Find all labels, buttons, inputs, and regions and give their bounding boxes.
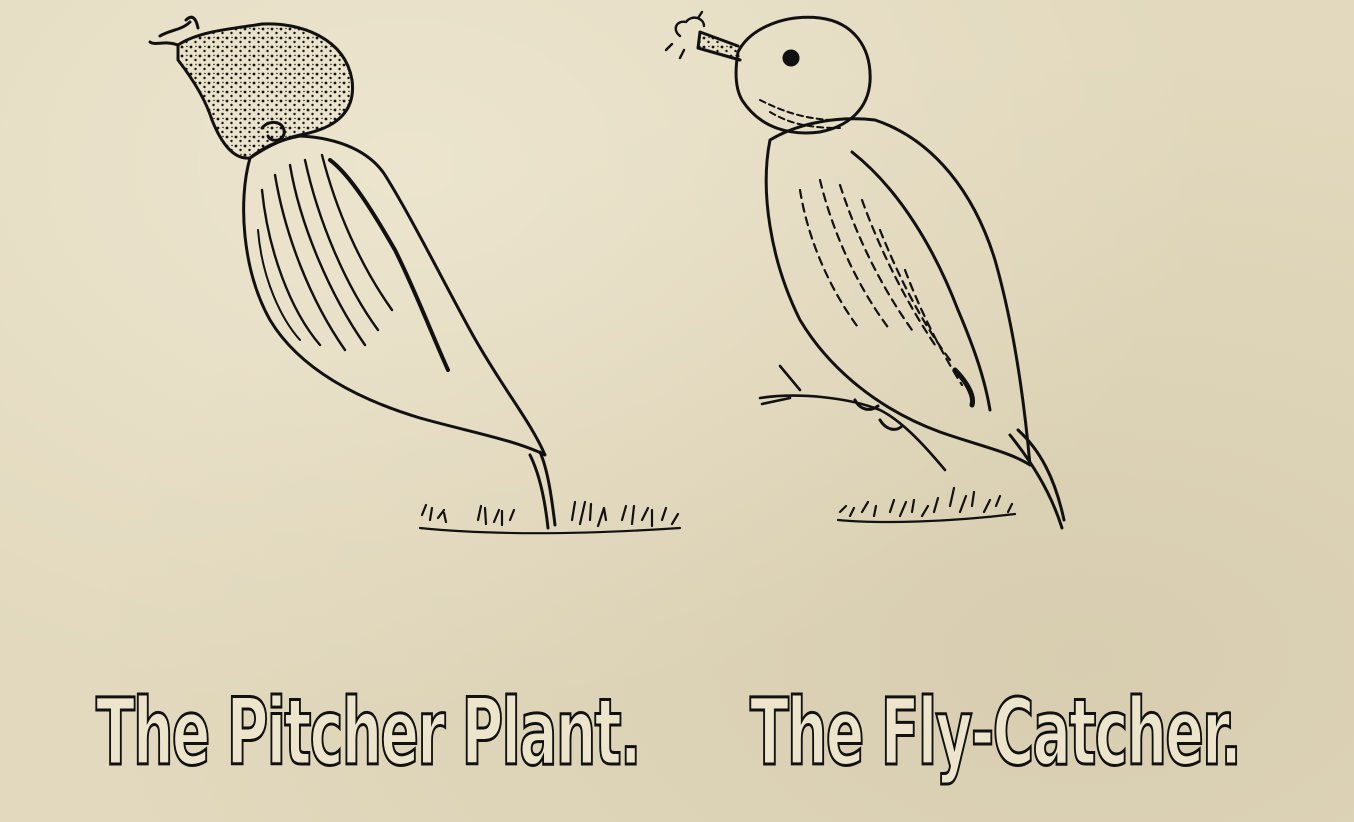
pitcher-plant-grass [420,502,680,533]
bird-beak [698,32,740,60]
bird-eye [784,51,798,65]
fly-catcher-bird-drawing [666,12,1064,528]
bird-grass [838,488,1015,522]
bird-tail [1010,430,1064,528]
bird-body [766,119,1030,465]
pitcher-plant-drawing [150,17,680,533]
caption-pitcher-plant: The Pitcher Plant. [96,678,640,786]
caption-fly-catcher: The Fly-Catcher. [750,678,1241,786]
bird-wing [852,152,990,410]
pitcher-plant-stem [530,452,555,528]
